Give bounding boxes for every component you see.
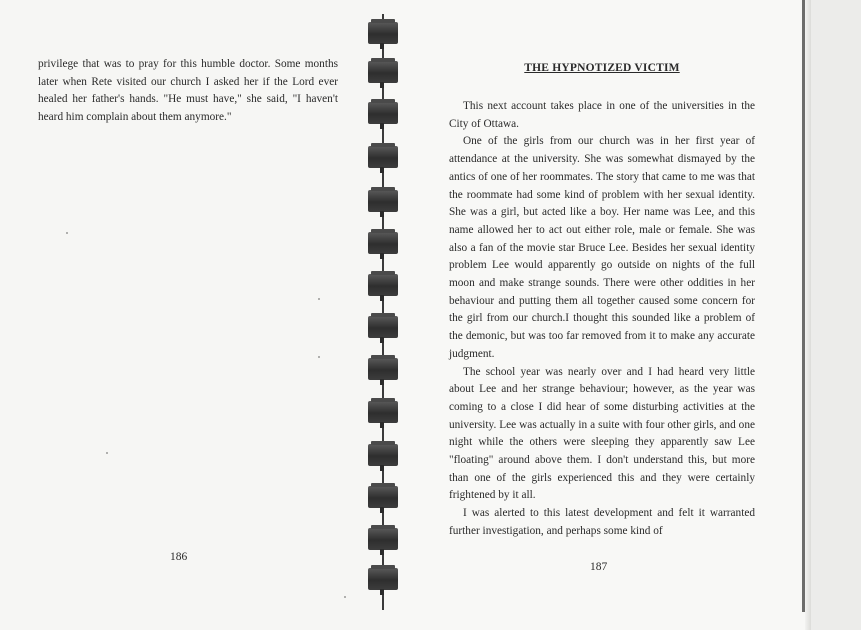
binding-coil	[368, 444, 398, 466]
binding-coil	[368, 146, 398, 168]
binding-coil	[368, 102, 398, 124]
binding-coil	[368, 316, 398, 338]
binding-coil	[368, 274, 398, 296]
right-paragraph-1: This next account takes place in one of the universities in the City of Ottawa.	[449, 100, 755, 130]
left-paragraph: privilege that was to pray for this humble doctor. Some months later when Rete visited our church I asked her if the Lord ever healed her father's hands. "He must have," she said, "I haven't heard him complain about them anymore."	[38, 58, 338, 124]
paper-speck	[318, 356, 320, 358]
paper-speck	[106, 452, 108, 454]
left-page-number: 186	[170, 551, 188, 563]
page-edge-line	[802, 0, 805, 612]
binding-coil	[368, 568, 398, 590]
right-paragraph-2: One of the girls from our church was in her first year of attendance at the university. She was somewhat dismayed by the antics of one of her roommates. The story that came to me was that the roommate had some kind of problem with her sexual identity. She was a girl, but acted like a boy. Her name was Lee, and this name allowed her to act out either role, male or female. She was also a fan of the movie star Bruce Lee. Besides her sexual identity problem Lee would apparently go outside on nights of the full moon and make strange sounds. There were other oddities in her behaviour and putting them all together caused some concern for the girl from our church.I thought this sounded like a problem of the demonic, but was too far removed from it to make any accurate judgment.	[449, 135, 755, 360]
right-paragraph-3: The school year was nearly over and I had heard very little about Lee and her strange behaviour; however, as the year was coming to a close I did hear of some disturbing activities at the university. Lee was actually in a suite with four other girls, and one night while the others were sleeping they apparently saw Lee "floating" around above them. I don't understand this, but more than one of the girls experienced this and they were certainly frightened by it all.	[449, 365, 755, 502]
binding-coil	[368, 22, 398, 44]
left-page-text	[38, 56, 338, 127]
right-paragraph-4: I was alerted to this latest development and felt it warranted further investigation, and perhaps some kind of	[449, 507, 755, 537]
binding-coil	[368, 486, 398, 508]
chapter-title: THE HYPNOTIZED VICTIM	[524, 62, 680, 74]
binding-coil	[368, 358, 398, 380]
right-page-text	[449, 98, 755, 541]
page-edge	[810, 0, 861, 630]
binding-coil	[368, 528, 398, 550]
paper-speck	[318, 298, 320, 300]
paper-speck	[66, 232, 68, 234]
right-page-number: 187	[590, 561, 608, 573]
binding-coil	[368, 401, 398, 423]
spiral-binding	[368, 0, 408, 630]
binding-coil	[368, 61, 398, 83]
paper-speck	[344, 596, 346, 598]
binding-coil	[368, 232, 398, 254]
binding-coil	[368, 190, 398, 212]
